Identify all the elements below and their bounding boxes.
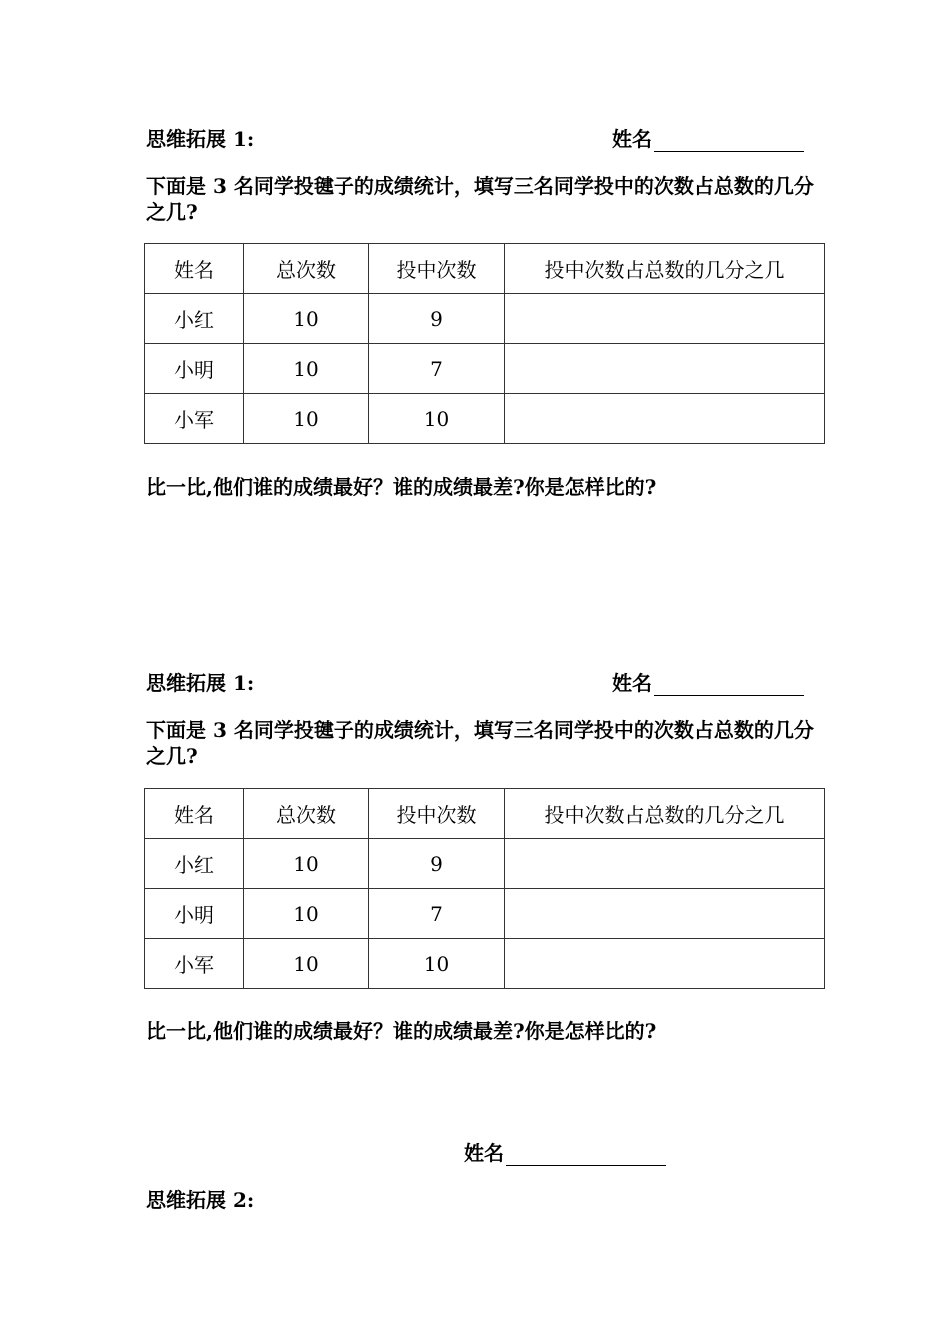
cell-hits: 9 [369, 294, 505, 344]
cell-fraction-answer[interactable] [505, 889, 825, 939]
section-2-score-table [144, 788, 825, 989]
section-1-name-label: 姓名 [612, 127, 652, 151]
section-2-title: 思维拓展 1: [146, 671, 255, 695]
header-cell-total: 总次数 [244, 789, 369, 839]
section-1-title: 思维拓展 1: [146, 127, 255, 151]
cell-hits: 10 [369, 939, 505, 989]
cell-hits: 7 [369, 889, 505, 939]
header-cell-fraction: 投中次数占总数的几分之几 [505, 789, 825, 839]
section-2-name-blank[interactable] [654, 673, 804, 696]
section-2-question: 下面是 3 名同学投毽子的成绩统计，填写三名同学投中的次数占总数的几分之几? [146, 718, 814, 768]
section-2-name-field[interactable] [612, 670, 804, 696]
section-2-compare-question: 比一比,他们谁的成绩最好？谁的成绩最差?你是怎样比的? [146, 1019, 657, 1043]
header-cell-total: 总次数 [244, 244, 369, 294]
cell-total: 10 [244, 294, 369, 344]
header-cell-name: 姓名 [145, 244, 244, 294]
table-row [145, 889, 825, 939]
table-header-row [145, 789, 825, 839]
cell-fraction-answer[interactable] [505, 939, 825, 989]
header-cell-fraction: 投中次数占总数的几分之几 [505, 244, 825, 294]
cell-student: 小红 [145, 839, 244, 889]
section-1-name-blank[interactable] [654, 129, 804, 152]
cell-student: 小红 [145, 294, 244, 344]
table-row [145, 939, 825, 989]
cell-hits: 7 [369, 344, 505, 394]
section-1-score-table [144, 243, 825, 444]
header-cell-name: 姓名 [145, 789, 244, 839]
cell-total: 10 [244, 839, 369, 889]
table-row [145, 344, 825, 394]
section-1-compare-question: 比一比,他们谁的成绩最好？谁的成绩最差?你是怎样比的? [146, 475, 657, 499]
table-row [145, 294, 825, 344]
footer-name-blank[interactable] [506, 1143, 666, 1166]
footer-name-field[interactable] [464, 1140, 666, 1166]
table-row [145, 394, 825, 444]
cell-total: 10 [244, 344, 369, 394]
cell-total: 10 [244, 394, 369, 444]
cell-total: 10 [244, 889, 369, 939]
cell-student: 小军 [145, 394, 244, 444]
section-1-name-field[interactable] [612, 126, 804, 152]
table-row [145, 839, 825, 889]
cell-student: 小明 [145, 344, 244, 394]
cell-fraction-answer[interactable] [505, 394, 825, 444]
header-cell-hits: 投中次数 [369, 789, 505, 839]
cell-fraction-answer[interactable] [505, 344, 825, 394]
cell-total: 10 [244, 939, 369, 989]
section-3-title: 思维拓展 2: [146, 1188, 255, 1212]
cell-student: 小军 [145, 939, 244, 989]
cell-student: 小明 [145, 889, 244, 939]
footer-name-label: 姓名 [464, 1141, 504, 1165]
cell-fraction-answer[interactable] [505, 839, 825, 889]
table-header-row [145, 244, 825, 294]
header-cell-hits: 投中次数 [369, 244, 505, 294]
cell-hits: 9 [369, 839, 505, 889]
section-1-question: 下面是 3 名同学投毽子的成绩统计，填写三名同学投中的次数占总数的几分之几? [146, 174, 814, 224]
cell-hits: 10 [369, 394, 505, 444]
cell-fraction-answer[interactable] [505, 294, 825, 344]
section-2-name-label: 姓名 [612, 671, 652, 695]
